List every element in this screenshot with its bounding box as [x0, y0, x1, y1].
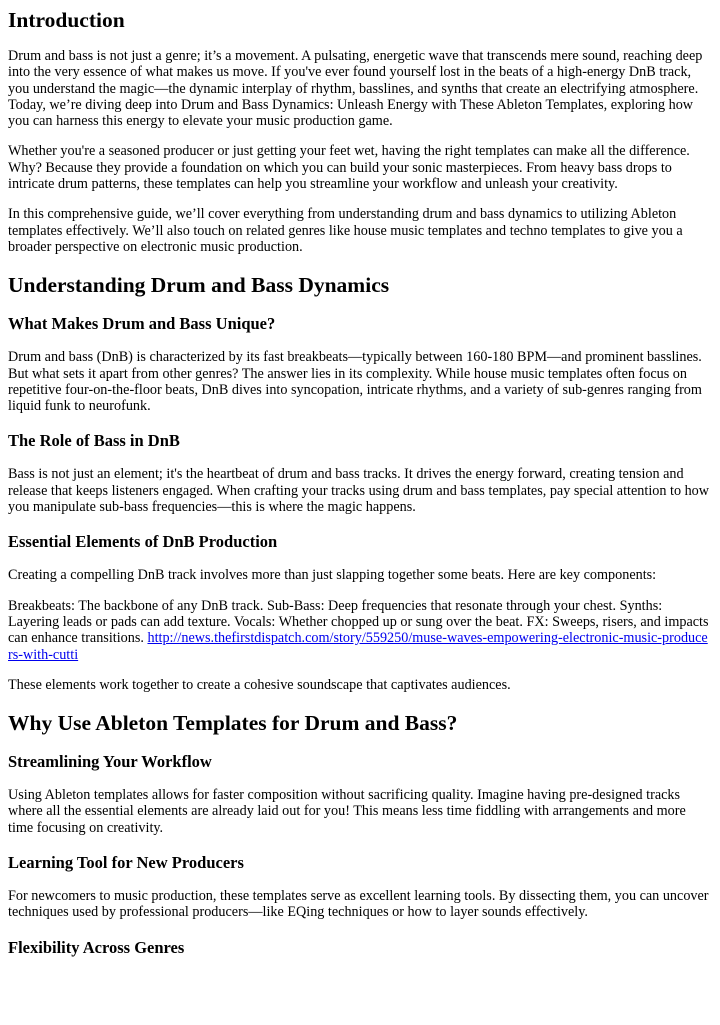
elements-heading: Essential Elements of DnB Production	[8, 532, 278, 552]
intro-heading: Introduction	[8, 8, 125, 32]
elements-paragraph-2	[8, 598, 712, 663]
intro-paragraph-2: Whether you're a seasoned producer or just getting your feet wet, having the right templates can make all the difference. Why? Because they provide a foundation on which you can build your sonic masterpieces. From heavy bass drops to intricate drum patterns, these templates can help you streamline your workflow and unleash your creativity.	[8, 143, 690, 193]
bass-paragraph: Bass is not just an element; it's the heartbeat of drum and bass tracks. It drives the energy forward, creating tension and release that keeps listeners engaged. When crafting your tracks using drum and bass templates, pay special attention to how you manipulate sub-bass frequencies—this is where the magic happens.	[8, 466, 710, 516]
bass-heading: The Role of Bass in DnB	[8, 431, 180, 451]
learning-heading: Learning Tool for New Producers	[8, 853, 244, 873]
learning-paragraph: For newcomers to music production, these templates serve as excellent learning tools. By dissecting them, you can uncover techniques used by professional producers—like EQing techniques or how to layer sounds effectively.	[8, 888, 709, 921]
workflow-paragraph: Using Ableton templates allows for faster composition without sacrificing quality. Imagine having pre-designed tracks where all the essential elements are already laid out for you! This means less time fiddling with arrangements and more time focusing on creativity.	[8, 787, 686, 836]
elements-paragraph-3: These elements work together to create a cohesive soundscape that captivates audiences.	[8, 676, 511, 693]
unique-heading: What Makes Drum and Bass Unique?	[8, 314, 276, 334]
elements-list-text: Breakbeats: The backbone of any DnB track. Sub-Bass: Deep frequencies that resonate through your chest. Synths: Layering leads or pads can add texture. Vocals: Whether chopped up or sung over the beat. FX: Sweeps, risers, and impacts can enhance transitions.	[8, 597, 709, 647]
intro-paragraph-3: In this comprehensive guide, we’ll cover everything from understanding drum and bass dynamics to utilizing Ableton templates effectively. We’ll also touch on related genres like house music templates and techno templates to give you a broader perspective on electronic music production.	[8, 206, 683, 255]
understanding-heading: Understanding Drum and Bass Dynamics	[8, 273, 390, 298]
workflow-heading: Streamlining Your Workflow	[8, 752, 212, 772]
intro-paragraph-1: Drum and bass is not just a genre; it’s a movement. A pulsating, energetic wave that transcends mere sound, reaching deep into the very essence of what makes us move. If you've ever found yourself lost in the beats of a high-energy DnB track, you understand the magic—the dynamic interplay of rhythm, basslines, and synths that create an electrifying atmosphere. Today, we’re diving deep into Drum and Bass Dynamics: Unleash Energy with These Ableton Templates, exploring how you can harness this energy to elevate your music production game.	[8, 48, 703, 130]
flexibility-heading: Flexibility Across Genres	[8, 937, 185, 957]
article	[0, 8, 720, 958]
news-story-link[interactable]: http://news.thefirstdispatch.com/story/559250/muse-waves-empowering-electronic-music-producers-with-cutti	[8, 630, 708, 663]
unique-paragraph: Drum and bass (DnB) is characterized by its fast breakbeats—typically between 160-180 BPM—and prominent basslines. But what sets it apart from other genres? The answer lies in its complexity. While house music templates often focus on repetitive four-on-the-floor beats, DnB dives into syncopation, intricate rhythms, and a variety of sub-genres ranging from liquid funk to neurofunk.	[8, 349, 702, 415]
elements-paragraph-1: Creating a compelling DnB track involves more than just slapping together some beats. Here are key components:	[8, 567, 657, 584]
why-heading: Why Use Ableton Templates for Drum and Bass?	[8, 711, 458, 736]
